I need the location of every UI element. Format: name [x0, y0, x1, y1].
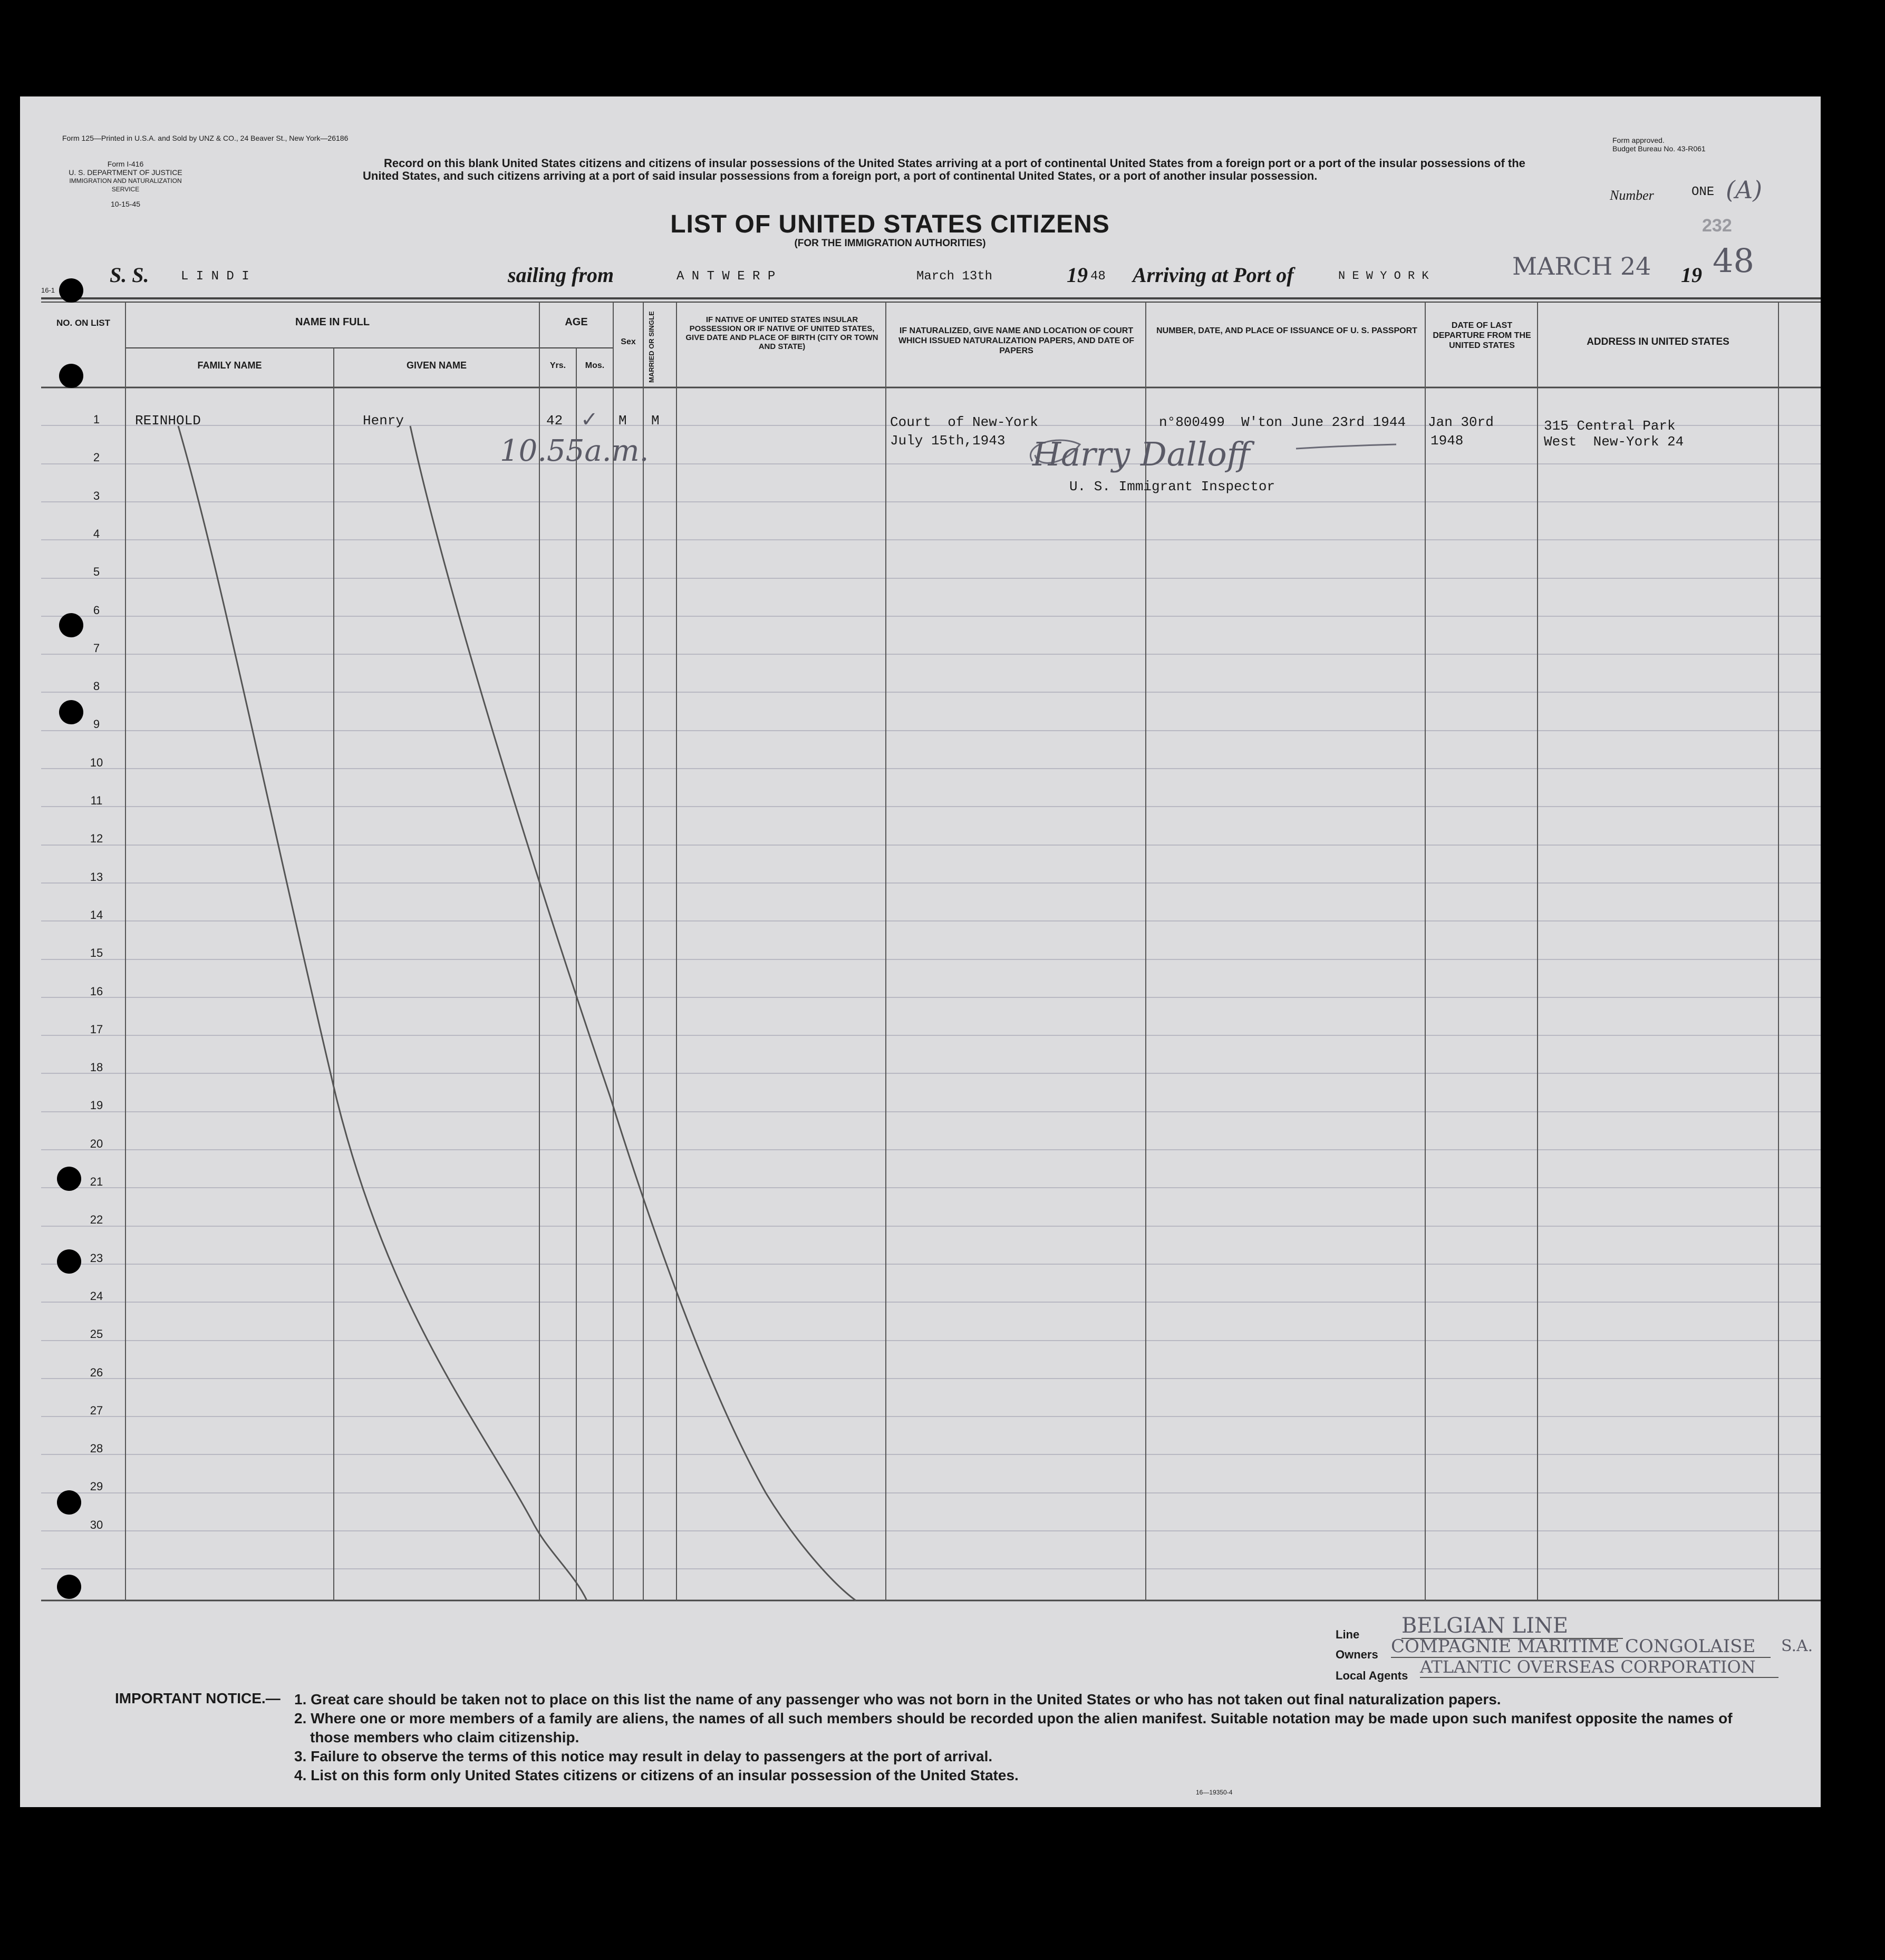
col-yrs: Yrs.	[549, 361, 566, 370]
col-given-name: GIVEN NAME	[406, 360, 467, 371]
agents-label: Local Agents	[1336, 1669, 1408, 1682]
arrival-time-handwritten: 10.55a.m.	[500, 434, 649, 468]
row-number: 21	[90, 1175, 103, 1188]
punch-hole	[59, 278, 83, 303]
stamp-number: 232	[1702, 216, 1732, 236]
row-number: 29	[90, 1480, 103, 1493]
row-number: 6	[93, 604, 100, 617]
entry-sex: M	[618, 413, 627, 429]
number-handwritten: (A)	[1726, 176, 1763, 204]
agents-value: ATLANTIC OVERSEAS CORPORATION	[1420, 1657, 1778, 1678]
col-married-single: MARRIED OR SINGLE	[647, 311, 655, 383]
row-number: 30	[90, 1518, 103, 1531]
depart-year: 48	[1090, 269, 1106, 284]
row-number: 24	[90, 1289, 103, 1303]
depart-date: March 13th	[916, 269, 993, 284]
manifest-sheet	[20, 96, 1821, 1807]
arrival-date-handwritten: MARCH 24	[1512, 252, 1651, 280]
col-address: ADDRESS IN UNITED STATES	[1587, 336, 1729, 347]
instruction-text: Record on this blank United States citizens and citizens of insular possessions of the United States arriving at a port of continental United States from a foreign port or a port of the insular possessions of the United States, and such citizens arriving at a port of said insular possessions from a foreign port, a port of continental United States, or a port of another insular possession.	[363, 157, 1525, 182]
col-passport: NUMBER, DATE, AND PLACE OF ISSUANCE OF U. S. PASSPORT	[1156, 326, 1417, 335]
owners-value: COMPAGNIE MARITIME CONGOLAISE	[1391, 1636, 1771, 1658]
row-number: 8	[93, 680, 100, 693]
row-number: 22	[90, 1213, 103, 1226]
page-title: LIST OF UNITED STATES CITIZENS	[670, 210, 1110, 238]
punch-hole	[57, 1490, 81, 1515]
col-name-in-full: NAME IN FULL	[295, 316, 370, 328]
row-number: 25	[90, 1327, 103, 1341]
col-mos: Mos.	[585, 361, 605, 370]
punch-hole	[59, 613, 83, 637]
ss-label: S. S.	[110, 263, 149, 287]
entry-given-name: Henry	[363, 413, 404, 429]
row-number: 13	[90, 870, 103, 884]
col-age: AGE	[565, 316, 588, 328]
row-number: 16	[90, 985, 103, 998]
entry-marital: M	[651, 413, 660, 429]
owners-suffix: S.A.	[1781, 1637, 1813, 1655]
row-number: 19	[90, 1099, 103, 1112]
owners-label: Owners	[1336, 1648, 1378, 1661]
year-prefix-2: 19	[1681, 263, 1702, 287]
notice-list	[294, 1690, 1771, 1785]
entry-family-name: REINHOLD	[135, 413, 201, 429]
entry-naturalization-court: Court of New-York	[890, 414, 1038, 430]
inspector-title: U. S. Immigrant Inspector	[1069, 479, 1275, 494]
punch-hole	[59, 364, 83, 388]
margin-code: 16-1	[41, 286, 55, 294]
notice-item-2: 2. Where one or more members of a family are aliens, the names of all such members should be recorded upon the alien manifest. Suitable notation may be made upon such manifest opposite the names of those members who claim citizenship.	[294, 1710, 1733, 1745]
punch-hole	[57, 1249, 81, 1274]
approval-line-1: Form approved.	[1612, 136, 1665, 144]
row-number: 17	[90, 1023, 103, 1036]
punch-hole	[57, 1167, 81, 1191]
notice-item-4: 4. List on this form only United States citizens or citizens of an insular possession of the United States.	[294, 1767, 1019, 1783]
form-date: 10-15-45	[110, 200, 141, 208]
row-number: 27	[90, 1404, 103, 1417]
row-number: 23	[90, 1251, 103, 1265]
row-number: 20	[90, 1137, 103, 1150]
print-code: 16—19350-4	[1196, 1789, 1233, 1796]
col-family-name: FAMILY NAME	[197, 360, 262, 371]
form-printer: Form 125—Printed in U.S.A. and Sold by UNZ & CO., 24 Beaver St., New York—26186	[62, 134, 349, 142]
department: U. S. DEPARTMENT OF JUSTICE	[69, 168, 182, 177]
age-check-mark: ✓	[581, 407, 598, 432]
arrival-port: N E W Y O R K	[1338, 269, 1429, 283]
ship-name: L I N D I	[181, 269, 249, 284]
entry-passport: n°800499 W'ton June 23rd 1944	[1159, 414, 1406, 430]
row-number: 26	[90, 1366, 103, 1379]
row-number: 1	[93, 413, 100, 426]
line-label: Line	[1336, 1628, 1360, 1641]
punch-hole	[57, 1575, 81, 1599]
col-sex: Sex	[621, 337, 636, 346]
arriving-label: Arriving at Port of	[1133, 263, 1294, 287]
entry-departure-date: Jan 30rd	[1428, 414, 1494, 430]
row-number: 18	[90, 1061, 103, 1074]
row-number: 10	[90, 756, 103, 769]
from-port: A N T W E R P	[676, 269, 776, 284]
inspector-signature: Harry Dalloff	[1032, 435, 1250, 473]
line-value: BELGIAN LINE	[1401, 1614, 1623, 1639]
col-no-on-list: NO. ON LIST	[56, 318, 110, 328]
entry-address-line-2: West New-York 24	[1544, 434, 1684, 450]
approval-line-2: Budget Bureau No. 43-R061	[1612, 144, 1706, 153]
number-label: Number	[1610, 188, 1654, 203]
row-number: 28	[90, 1442, 103, 1455]
notice-label: IMPORTANT NOTICE.—	[115, 1690, 281, 1706]
row-number: 3	[93, 489, 100, 502]
arrival-year-handwritten: 48	[1713, 241, 1754, 280]
service: IMMIGRATION AND NATURALIZATION SERVICE	[69, 177, 182, 193]
entry-departure-year: 1948	[1430, 433, 1464, 449]
row-number: 9	[93, 717, 100, 731]
entry-naturalization-date: July 15th,1943	[890, 433, 1006, 449]
row-number: 15	[90, 946, 103, 959]
row-number: 7	[93, 642, 100, 655]
col-native: IF NATIVE OF UNITED STATES INSULAR POSSESSION OR IF NATIVE OF UNITED STATES, GIVE DATE AND PLACE OF BIRTH (CITY OR TOWN AND STATE)	[685, 315, 878, 351]
form-id: Form I-416	[107, 160, 144, 168]
notice-item-3: 3. Failure to observe the terms of this notice may result in delay to passengers at the port of arrival.	[294, 1748, 993, 1764]
entry-age-years: 42	[546, 413, 563, 429]
notice-item-1: 1. Great care should be taken not to place on this list the name of any passenger who was not born in the United States or who has not taken out final naturalization papers.	[294, 1691, 1501, 1707]
row-number: 11	[90, 794, 103, 807]
number-value: ONE	[1691, 185, 1715, 199]
sailing-label: sailing from	[508, 263, 614, 287]
col-departure: DATE OF LAST DEPARTURE FROM THE UNITED STATES	[1433, 321, 1531, 350]
row-number: 5	[93, 565, 100, 578]
row-number: 12	[90, 832, 103, 845]
entry-address-line-1: 315 Central Park	[1544, 418, 1676, 434]
year-prefix-1: 19	[1067, 263, 1088, 287]
row-number: 14	[90, 908, 103, 921]
punch-hole	[59, 700, 83, 724]
row-number: 4	[93, 527, 100, 540]
col-naturalized: IF NATURALIZED, GIVE NAME AND LOCATION OF COURT WHICH ISSUED NATURALIZATION PAPERS, AND DATE OF PAPERS	[898, 326, 1135, 355]
page-subtitle: (FOR THE IMMIGRATION AUTHORITIES)	[794, 238, 986, 249]
row-number: 2	[93, 451, 100, 464]
